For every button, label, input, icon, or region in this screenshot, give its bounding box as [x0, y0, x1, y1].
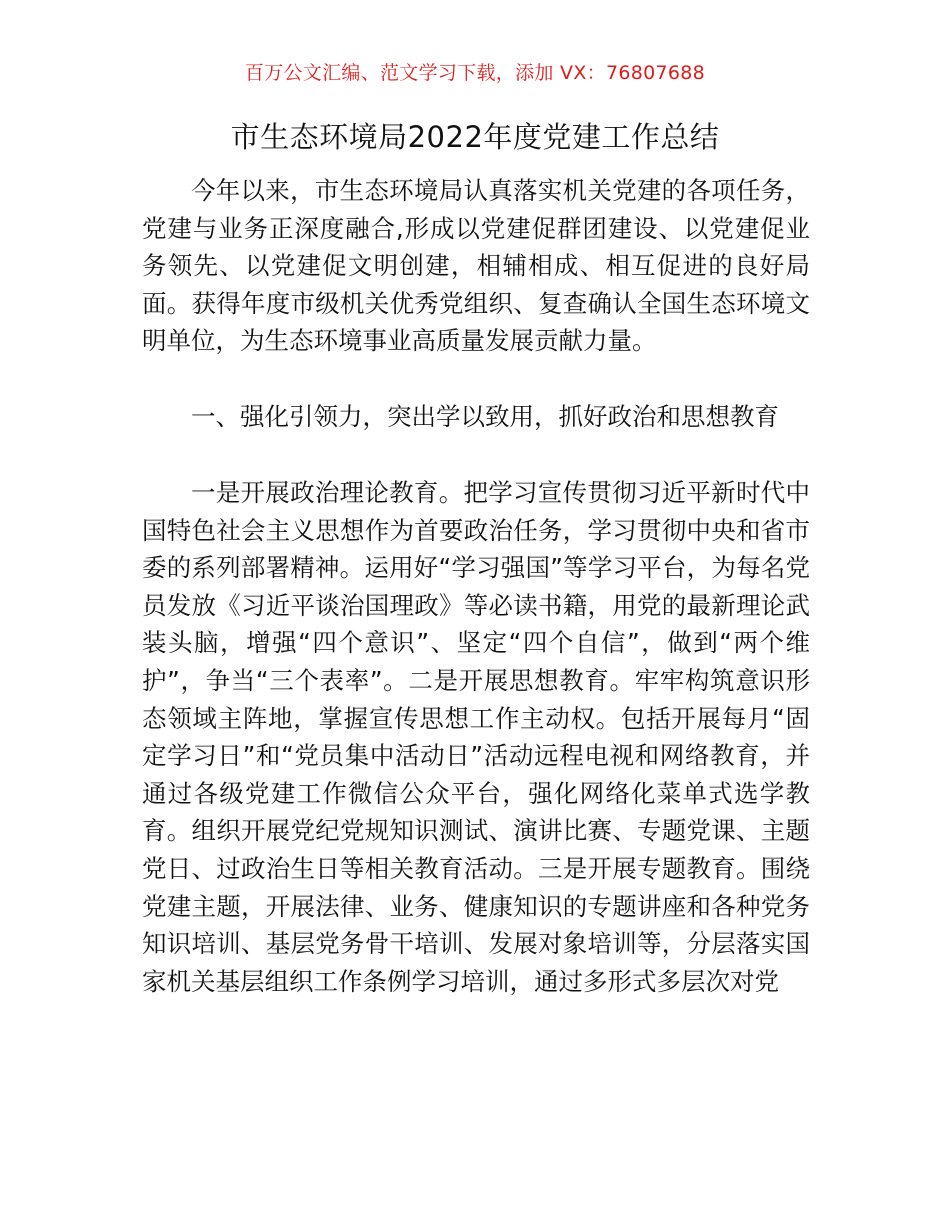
paragraph-intro: 今年以来，市生态环境局认真落实机关党建的各项任务，党建与业务正深度融合,形成以党建促群团建设、以党建促业务领先、以党建促文明创建，相辅相成、相互促进的良好局面。获得年度市级机关优秀党组织、复查确认全国生态环境文明单位，为生态环境事业高质量发展贡献力量。 — [142, 176, 810, 356]
header-watermark-note: 百万公文汇编、范文学习下载，添加 VX：76807688 — [244, 62, 706, 84]
page-title: 市生态环境局2022年度党建工作总结 — [230, 120, 720, 154]
section-heading-1: 一、强化引领力，突出学以致用，抓好政治和思想教育 — [191, 402, 779, 431]
body-section-heading — [142, 398, 810, 436]
body-section-main — [142, 474, 810, 1000]
body-section-intro — [142, 172, 810, 360]
paragraph-education: 一是开展政治理论教育。把学习宣传贯彻习近平新时代中国特色社会主义思想作为首要政治任务，学习贯彻中央和省市委的系列部署精神。运用好“学习强国”等学习平台，为每名党员发放《习近平谈治国理政》等必读书籍，用党的最新理论武装头脑，增强“四个意识”、坚定“四个自信”，做到“两个维护”，争当“三个表率”。二是开展思想教育。牢牢构筑意识形态领域主阵地，掌握宣传思想工作主动权。包括开展每月“固定学习日”和“党员集中活动日”活动远程电视和网络教育，并通过各级党建工作微信公众平台，强化网络化菜单式选学教育。组织开展党纪党规知识测试、演讲比赛、专题党课、主题党日、过政治生日等相关教育活动。三是开展专题教育。围绕党建主题，开展法律、业务、健康知识的专题讲座和各种党务知识培训、基层党务骨干培训、发展对象培训等，分层落实国家机关基层组织工作条例学习培训，通过多形式多层次对党 — [142, 478, 810, 996]
